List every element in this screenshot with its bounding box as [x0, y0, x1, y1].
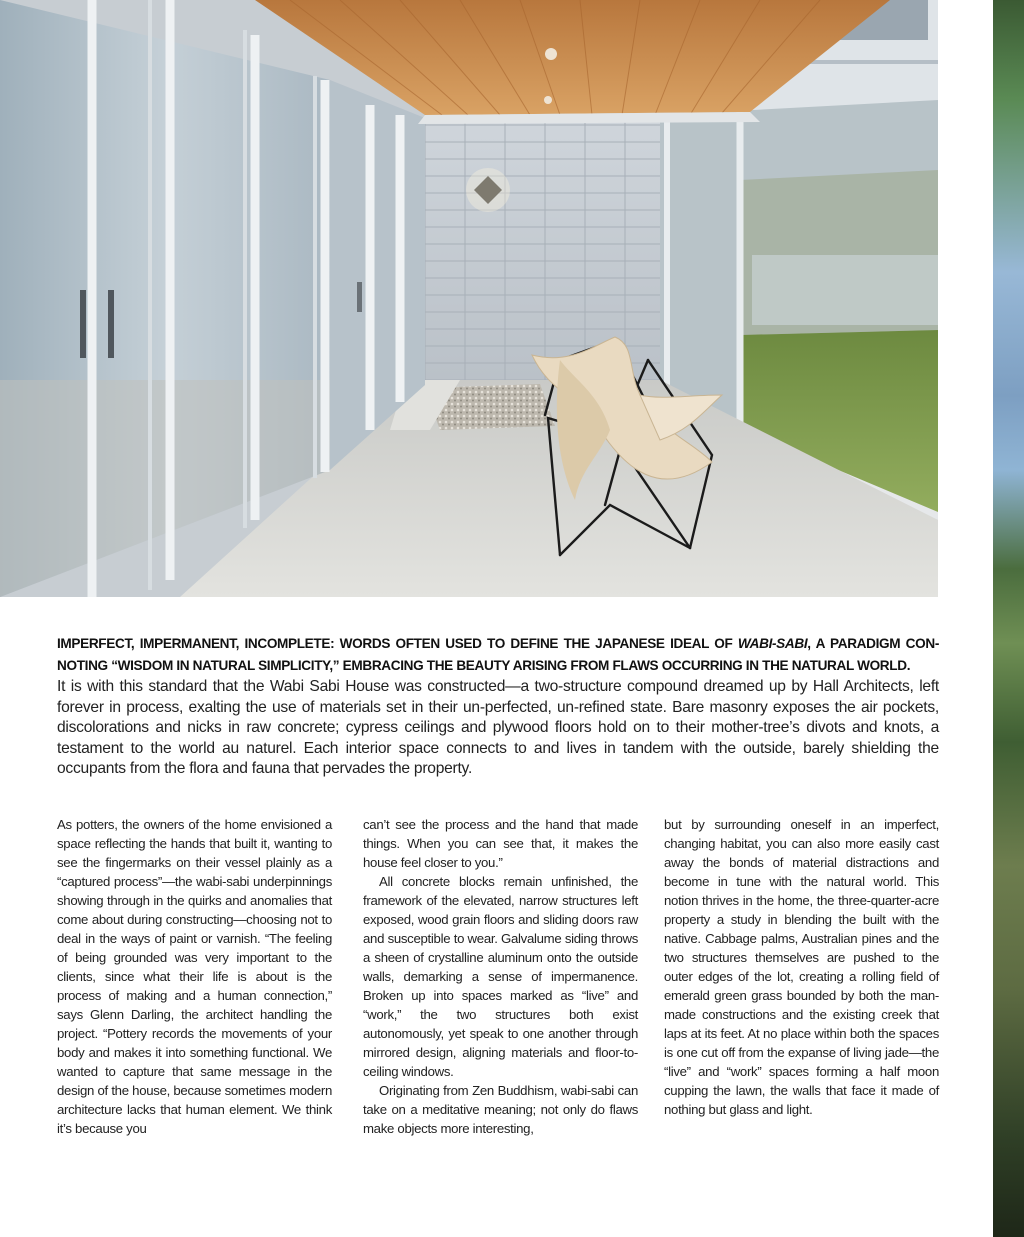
column-1-paragraph-1: As potters, the owners of the home envisioned a space reflecting the hands that built it, wanting to see the fingermarks on their vessel plainly as a “captured process”—the wabi-sabi underpinnings showing through in the quirks and anomalies that come about during constructing—choosing not to deal in the ways of paint or varnish. “The feeling of being grounded was very important to the clients, since what their life is about is the process of making and a human connection,” says Glenn Darling, the architect handling the project. “Pottery records the movements of your body and makes it into something functional. We wanted to capture that same message in the design of the house, because sometimes modern architecture lacks that human element. We think it’s because you	[57, 817, 332, 1136]
column-2-paragraph-2: All concrete blocks remain unfinished, the framework of the elevated, narrow structures left exposed, wood grain floors and sliding doors raw and susceptible to wear. Galvalume siding throws a sheen of crystalline aluminum onto the outside walls, demarking a sense of impermanence. Broken up into spaces marked as “live” and “work,” the two structures both exist autonomously, yet speak to one another through mirrored design, aligning materials and floor-to-ceiling windows.	[363, 874, 638, 1079]
lede-line2: NOTING “WISDOM IN NATURAL SIMPLICITY,” EMBRACING THE BEAUTY ARISING FROM FLAWS OCCURRING IN THE NATURAL WORLD.	[57, 658, 911, 673]
column-2	[363, 815, 638, 1138]
hero-photo	[0, 0, 938, 597]
patio-illustration	[0, 0, 938, 597]
column-1	[57, 815, 332, 1138]
intro-section	[57, 633, 939, 780]
lede-part1: IMPERFECT, IMPERMANENT, INCOMPLETE: WORDS OFTEN USED TO DEFINE THE JAPANESE IDEAL OF	[57, 636, 738, 651]
lede-text	[57, 633, 939, 677]
column-2-paragraph-1: can’t see the process and the hand that made things. When you can see that, it makes the house feel closer to you.”	[363, 817, 638, 870]
lede-emphasis: WABI-SABI	[737, 636, 808, 651]
adjacent-photo-edge	[993, 0, 1024, 1237]
column-2-paragraph-3: Originating from Zen Buddhism, wabi-sabi can take on a meditative meaning; not only do flaws make objects more interesting,	[363, 1083, 638, 1136]
column-3	[664, 815, 939, 1119]
lede-part2: , A PARADIGM CON-	[807, 636, 939, 651]
intro-body: It is with this standard that the Wabi Sabi House was constructed—a two-structure compound dreamed up by Hall Architects, left forever in process, exalting the use of materials set in their un-perfected, un-refined state. Bare masonry exposes the air pockets, discolorations and nicks in raw concrete; cypress ceilings and plywood floors hold on to their mother-tree’s divots and knots, a testament to the world au naturel. Each interior space connects to and lives in tandem with the outside, barely shielding the occupants from the flora and fauna that pervades the property.	[57, 678, 939, 778]
column-3-paragraph-1: but by surrounding oneself in an imperfect, changing habitat, you can also more easily cast away the bonds of material distractions and become in tune with the natural world. This notion thrives in the home, the three-quarter-acre property a study in blending the built with the native. Cabbage palms, Australian pines and the two structures themselves are pushed to the outer edges of the lot, creating a rolling field of emerald green grass bounded by both the man-made constructions and the existing creek that laps at its feet. At no place within both the spaces is one cut off from the expanse of living jade—the “live” and “work” spaces forming a half moon cupping the lawn, the walls that face it made of nothing but glass and light.	[664, 817, 939, 1117]
